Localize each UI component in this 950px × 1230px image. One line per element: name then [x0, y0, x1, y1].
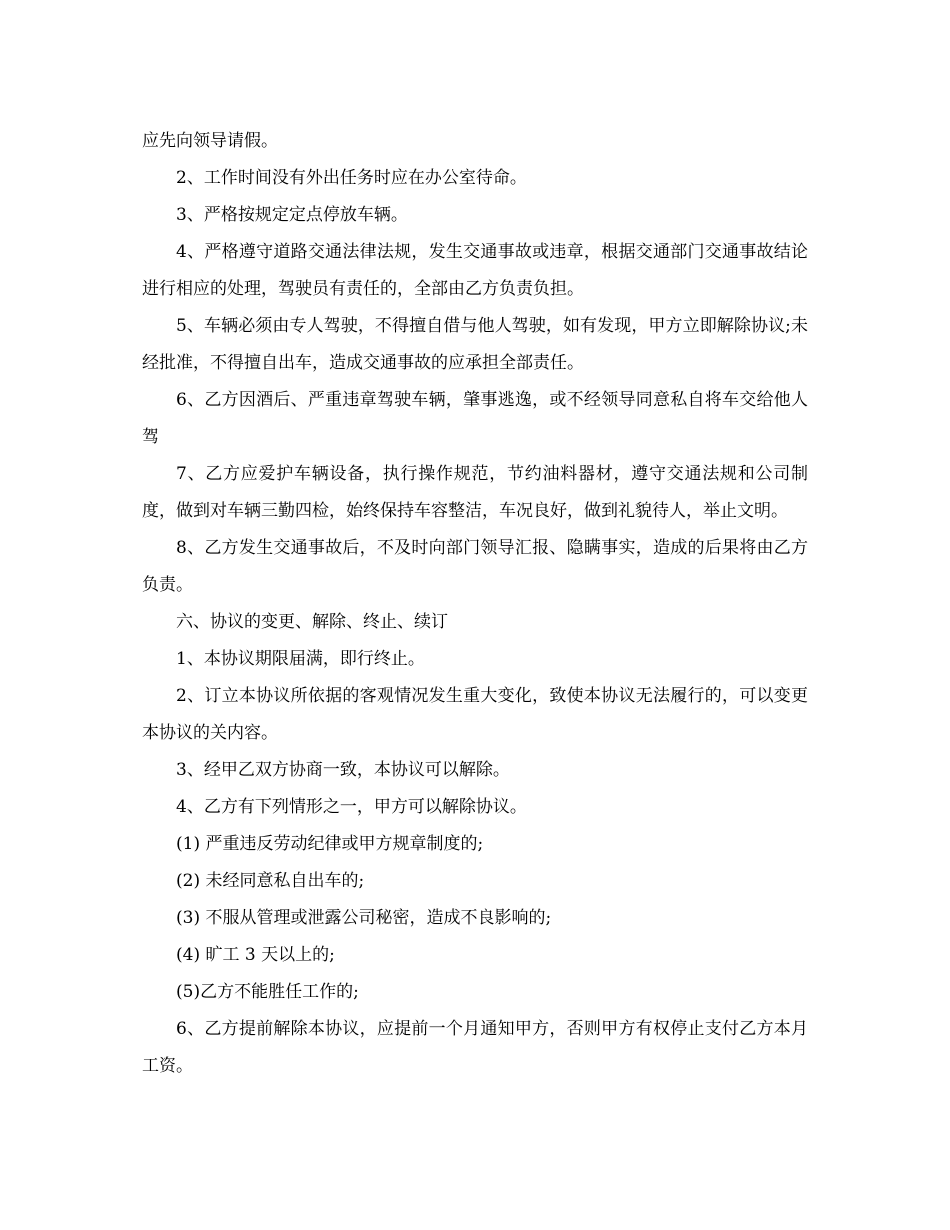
paragraph: 6、乙方提前解除本协议，应提前一个月通知甲方，否则甲方有权停止支付乙方本月工资。: [142, 1019, 808, 1076]
section-heading: 六、协议的变更、解除、终止、续订: [176, 612, 448, 632]
list-item: (5)乙方不能胜任工作的;: [176, 982, 359, 1002]
paragraph: 3、经甲乙双方协商一致，本协议可以解除。: [176, 760, 510, 780]
paragraph: 2、订立本协议所依据的客观情况发生重大变化，致使本协议无法履行的，可以变更本协议的关内容。: [142, 686, 808, 743]
paragraph: 3、严格按规定定点停放车辆。: [176, 205, 408, 225]
paragraph: 应先向领导请假。: [142, 131, 278, 151]
paragraph: 4、严格遵守道路交通法律法规，发生交通事故或违章，根据交通部门交通事故结论进行相应的处理，驾驶员有责任的，全部由乙方负责负担。: [142, 242, 808, 299]
paragraph: 5、车辆必须由专人驾驶，不得擅自借与他人驾驶，如有发现，甲方立即解除协议;未经批准，不得擅自出车，造成交通事故的应承担全部责任。: [142, 316, 808, 373]
list-item: (3) 不服从管理或泄露公司秘密，造成不良影响的;: [176, 908, 552, 928]
paragraph: 6、乙方因酒后、严重违章驾驶车辆，肇事逃逸，或不经领导同意私自将车交给他人驾: [142, 390, 808, 447]
paragraph: 1、本协议期限届满，即行终止。: [176, 649, 425, 669]
document-body: [142, 123, 808, 1085]
list-item: (4) 旷工 3 天以上的;: [176, 945, 335, 965]
paragraph: 2、工作时间没有外出任务时应在办公室待命。: [176, 168, 527, 188]
list-item: (1) 严重违反劳动纪律或甲方规章制度的;: [176, 834, 484, 854]
paragraph: 7、乙方应爱护车辆设备，执行操作规范，节约油料器材，遵守交通法规和公司制度，做到对车辆三勤四检，始终保持车容整洁，车况良好，做到礼貌待人，举止文明。: [142, 464, 808, 521]
paragraph: 8、乙方发生交通事故后，不及时向部门领导汇报、隐瞒事实，造成的后果将由乙方负责。: [142, 538, 808, 595]
paragraph: 4、乙方有下列情形之一，甲方可以解除协议。: [176, 797, 527, 817]
list-item: (2) 未经同意私自出车的;: [176, 871, 365, 891]
